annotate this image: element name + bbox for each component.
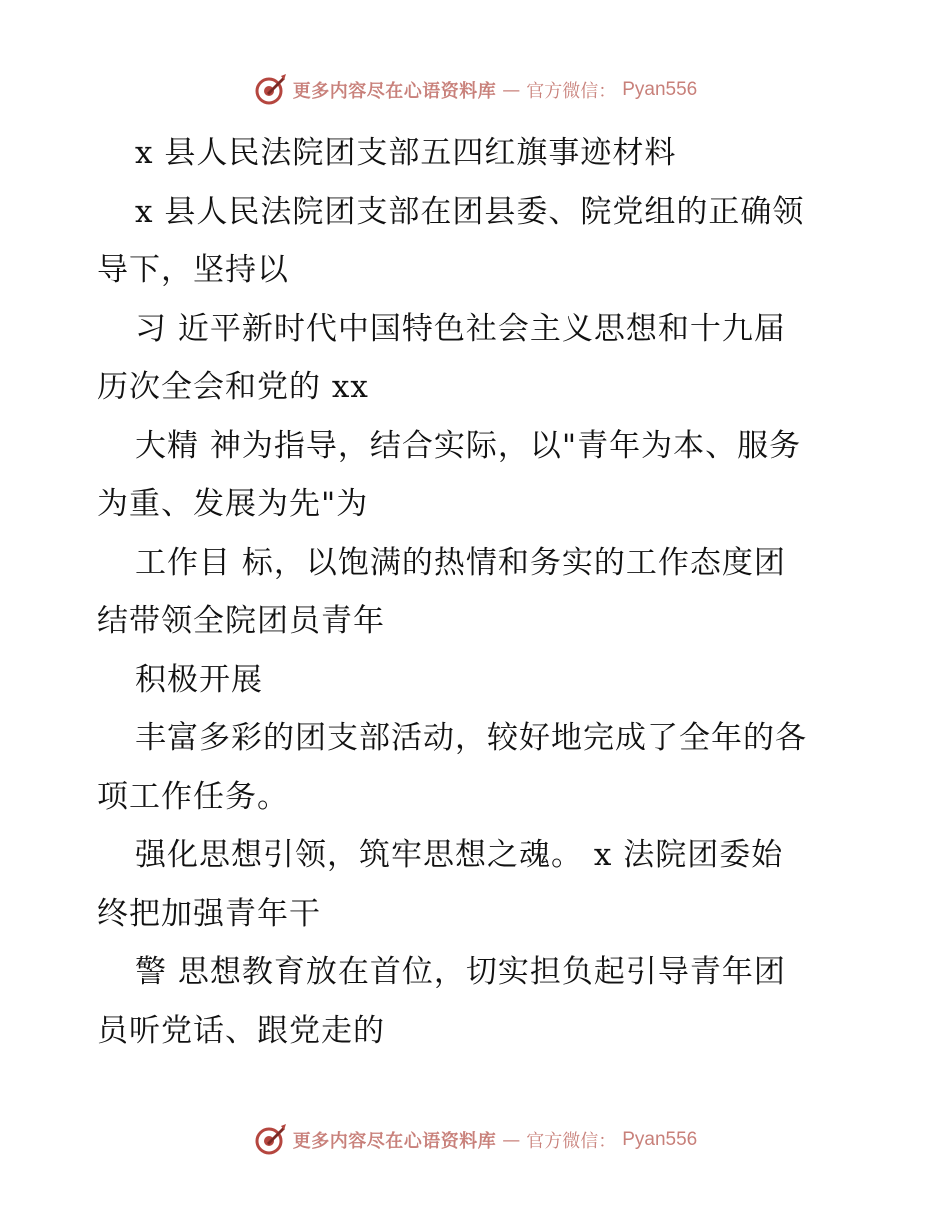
text-line: 丰富多彩的团支部活动，较好地完成了全年的各: [135, 720, 807, 756]
text-line: 工作目 标，以饱满的热情和务实的工作态度团: [135, 544, 786, 581]
text-line: 为重、发展为先"为: [97, 486, 369, 522]
text-line: 警 思想教育放在首位，切实担负起引导青年团: [135, 954, 786, 990]
text-line: 员听党话、跟党走的: [97, 1012, 385, 1049]
text-line: 导下，坚持以: [97, 252, 289, 288]
text-line: 历次全会和党的 xx: [97, 369, 369, 405]
text-line: 终把加强青年干: [97, 895, 321, 932]
footer-banner-dash: —: [502, 1129, 521, 1151]
quill-seal-icon: [253, 73, 287, 107]
document-body: [97, 124, 857, 1060]
header-banner-content: [253, 73, 698, 107]
footer-wechat-id: Pyan556: [622, 1129, 698, 1150]
text-line: 大精 神为指导，结合实际，以"青年为本、服务: [135, 427, 802, 464]
text-line: x 县人民法院团支部在团县委、院党组的正确领: [135, 193, 805, 230]
footer-banner-content: [253, 1123, 698, 1157]
header-banner-dash: —: [502, 79, 521, 101]
text-line: 积极开展: [135, 661, 263, 698]
text-line: 强化思想引领，筑牢思想之魂。 x 法院团委始: [135, 837, 784, 873]
header-banner-text: 更多内容尽在心语资料库: [292, 81, 497, 102]
text-line: 项工作任务。: [97, 778, 289, 815]
footer-banner-text: 更多内容尽在心语资料库: [292, 1131, 497, 1152]
header-banner: [0, 70, 950, 110]
quill-seal-icon: [253, 1123, 287, 1157]
footer-banner: [0, 1120, 950, 1160]
text-line: x 县人民法院团支部五四红旗事迹材料: [135, 135, 677, 171]
header-wechat-id: Pyan556: [622, 79, 698, 100]
text-line: 结带领全院团员青年: [97, 603, 385, 639]
footer-wechat-label: 官方微信：: [526, 1131, 617, 1152]
header-wechat-label: 官方微信：: [526, 81, 617, 102]
text-line: 习 近平新时代中国特色社会主义思想和十九届: [135, 310, 786, 347]
